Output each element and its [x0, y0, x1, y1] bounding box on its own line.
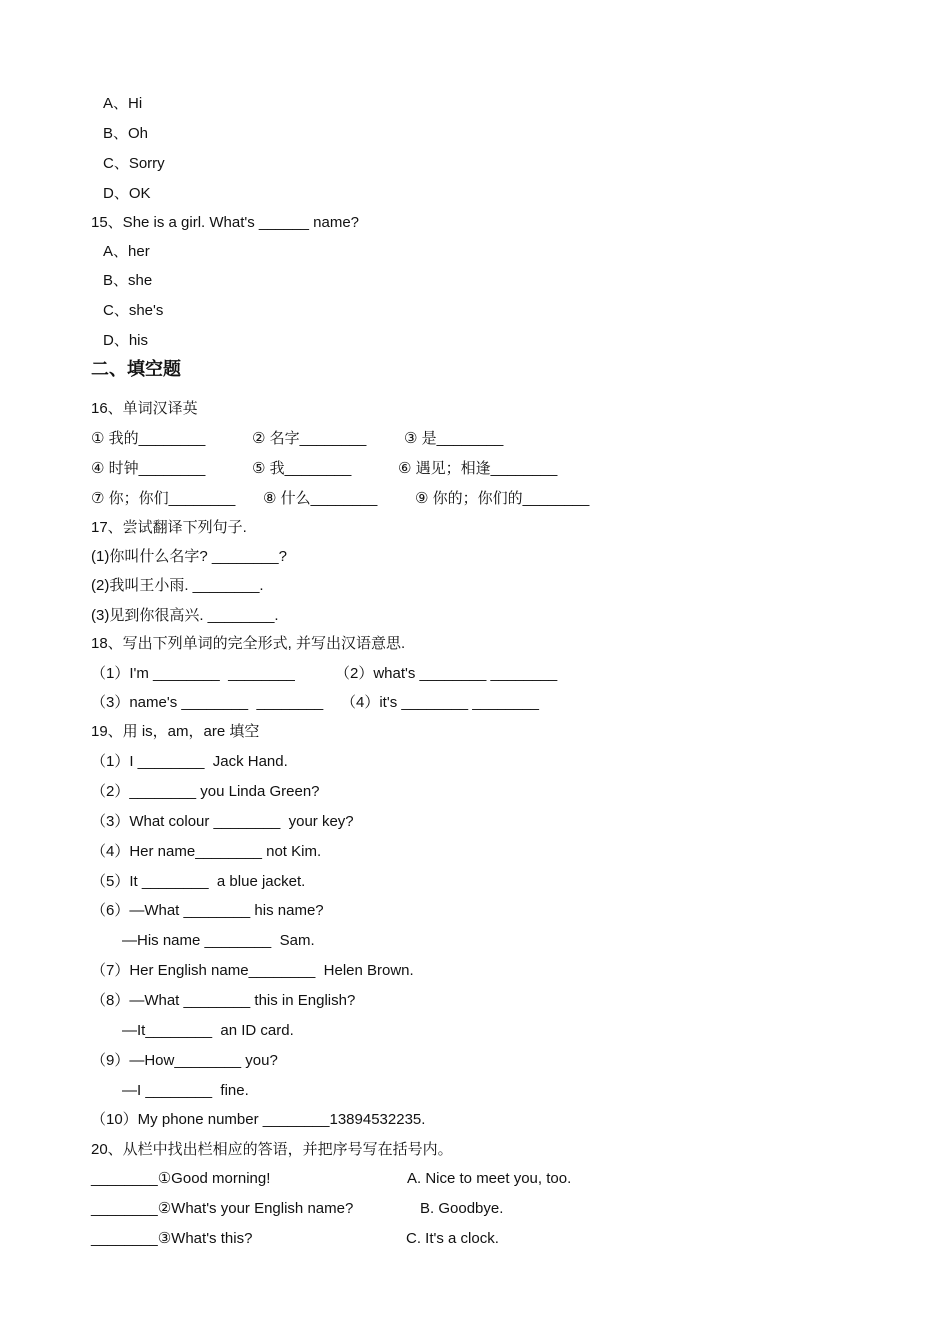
q15-option-d: D、his — [103, 332, 149, 349]
q18-item: （1）I'm ________ ________ — [91, 665, 295, 682]
q19-item: （9）—How________ you? — [91, 1052, 278, 1069]
q16-item: ④ 时钟________ — [91, 460, 206, 477]
q19-item: —It________ an ID card. — [122, 1022, 294, 1039]
q15-option-a: A、her — [103, 243, 150, 260]
q14-option-c: C、Sorry — [103, 155, 165, 172]
q20-title: 20、从栏中找出栏相应的答语，并把序号写在括号内。 — [91, 1141, 453, 1158]
q16-item: ⑧ 什么________ — [263, 490, 378, 507]
q18-item: （4）it's ________ ________ — [341, 694, 540, 711]
q17-title: 17、尝试翻译下列句子. — [91, 519, 247, 536]
q16-item: ③ 是________ — [404, 430, 504, 447]
q16-item: ② 名字________ — [252, 430, 367, 447]
q15-option-c: C、she's — [103, 302, 164, 319]
q15-option-b: B、she — [103, 272, 153, 289]
q19-item: （10）My phone number ________13894532235. — [91, 1111, 426, 1128]
q19-item: —His name ________ Sam. — [122, 932, 315, 949]
q16-item: ⑤ 我________ — [252, 460, 352, 477]
section-title: 二、填空题 — [91, 359, 181, 380]
q16-item: ① 我的________ — [91, 430, 206, 447]
q17-item: (2)我叫王小雨. ________. — [91, 577, 264, 594]
q20-answer: B. Goodbye. — [420, 1200, 504, 1217]
q14-option-d: D、OK — [103, 185, 151, 202]
q15-question: 15、She is a girl. What's ______ name? — [91, 214, 360, 231]
q18-item: （3）name's ________ ________ — [91, 694, 324, 711]
q19-item: （5）It ________ a blue jacket. — [91, 873, 306, 890]
q16-title: 16、单词汉译英 — [91, 400, 198, 417]
q20-question: ________③What's this? — [91, 1230, 253, 1247]
q16-item: ⑥ 遇见；相逢________ — [398, 460, 558, 477]
q18-item: （2）what's ________ ________ — [335, 665, 558, 682]
q17-item: (3)见到你很高兴. ________. — [91, 607, 279, 624]
q19-item: （8）—What ________ this in English? — [91, 992, 356, 1009]
q14-option-a: A、Hi — [103, 95, 143, 112]
q19-item: （7）Her English name________ Helen Brown. — [91, 962, 414, 979]
q20-answer: C. It's a clock. — [406, 1230, 499, 1247]
q19-item: （6）—What ________ his name? — [91, 902, 324, 919]
q14-option-b: B、Oh — [103, 125, 149, 142]
q19-item: （4）Her name________ not Kim. — [91, 843, 322, 860]
q16-item: ⑦ 你；你们________ — [91, 490, 236, 507]
q18-title: 18、写出下列单词的完全形式, 并写出汉语意思. — [91, 635, 406, 652]
q20-question: ________①Good morning! — [91, 1170, 271, 1187]
q19-item: —I ________ fine. — [122, 1082, 249, 1099]
q16-item: ⑨ 你的；你们的________ — [415, 490, 590, 507]
q17-item: (1)你叫什么名字? ________? — [91, 548, 287, 565]
q20-question: ________②What's your English name? — [91, 1200, 354, 1217]
q19-item: （3）What colour ________ your key? — [91, 813, 354, 830]
q19-item: （1）I ________ Jack Hand. — [91, 753, 288, 770]
q19-title: 19、用 is，am，are 填空 — [91, 723, 260, 740]
q19-item: （2）________ you Linda Green? — [91, 783, 320, 800]
q20-answer: A. Nice to meet you, too. — [407, 1170, 572, 1187]
